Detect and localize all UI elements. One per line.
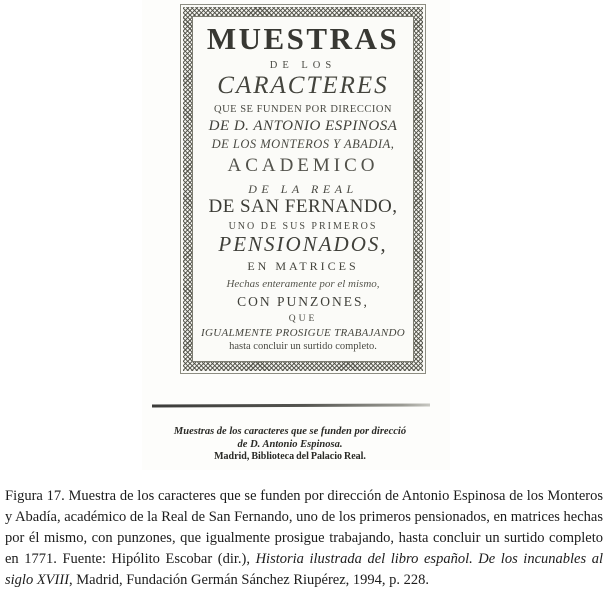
ornamental-chain-border xyxy=(183,7,423,371)
specimen-page-scan xyxy=(142,0,450,470)
plate-line-que: QUE xyxy=(288,314,318,324)
figure-caption-book-title: Historia ilustrada del libro español. De los incunables al siglo XVIII xyxy=(5,550,603,588)
title-page-text-block xyxy=(192,16,414,362)
plate-line-con-punzones: CON PUNZONES, xyxy=(237,294,369,309)
plate-line-de-la-real: DE LA REAL xyxy=(248,182,358,196)
plate-line-en-matrices: EN MATRICES xyxy=(247,259,359,273)
plate-line-igualmente: IGUALMENTE PROSIGUE TRABAJANDO xyxy=(201,327,405,339)
plate-line-uno-de-sus: UNO DE SUS PRIMEROS xyxy=(228,221,378,232)
figure-caption-text: Figura 17. Muestra de los caracteres que se funden por dirección de Antonio Espinosa de los Monteros y Abadía, académico de la Real de San Fernando, uno de los primeros pensionados, en matrices hechas por él mismo, con punzones, que igualmente prosigue trabajando, hasta concluir un surtido completo en 1771. Fuente: Hipólito Escobar (dir.), xyxy=(5,487,603,567)
figure-caption-source-tail: , Madrid, Fundación Germán Sánchez Riupérez, 1994, p. 228. xyxy=(69,571,430,588)
plate-line-hasta-concluir: hasta concluir un surtido completo. xyxy=(229,341,377,352)
plate-line-muestras: MUESTRAS xyxy=(206,21,400,56)
scan-caption-line-3: Madrid, Biblioteca del Palacio Real. xyxy=(214,450,366,462)
ornamental-border-outer-rule xyxy=(180,4,426,374)
scan-divider-rule xyxy=(152,404,430,408)
plate-line-academico: ACADEMICO xyxy=(227,155,379,176)
plate-line-pensionados: PENSIONADOS, xyxy=(218,232,388,256)
figure-caption xyxy=(5,486,603,591)
plate-line-de-los: DE LOS xyxy=(269,60,337,71)
plate-line-san-fernando: DE SAN FERNANDO, xyxy=(208,196,398,217)
scan-caption-line-2: de D. Antonio Espinosa. xyxy=(237,438,343,450)
plate-line-que-se-funden: QUE SE FUNDEN POR DIRECCION xyxy=(213,104,392,115)
plate-line-hechas: Hechas enteramente por el mismo, xyxy=(226,278,380,290)
plate-line-caracteres: CARACTERES xyxy=(217,72,389,99)
scan-caption-block xyxy=(142,426,438,463)
plate-line-antonio-espinosa: DE D. ANTONIO ESPINOSA xyxy=(208,118,398,134)
scan-caption-line-1: Muestras de los caracteres que se funden por direcció xyxy=(173,426,407,437)
plate-line-monteros-abadia: DE LOS MONTEROS Y ABADIA, xyxy=(211,137,395,151)
